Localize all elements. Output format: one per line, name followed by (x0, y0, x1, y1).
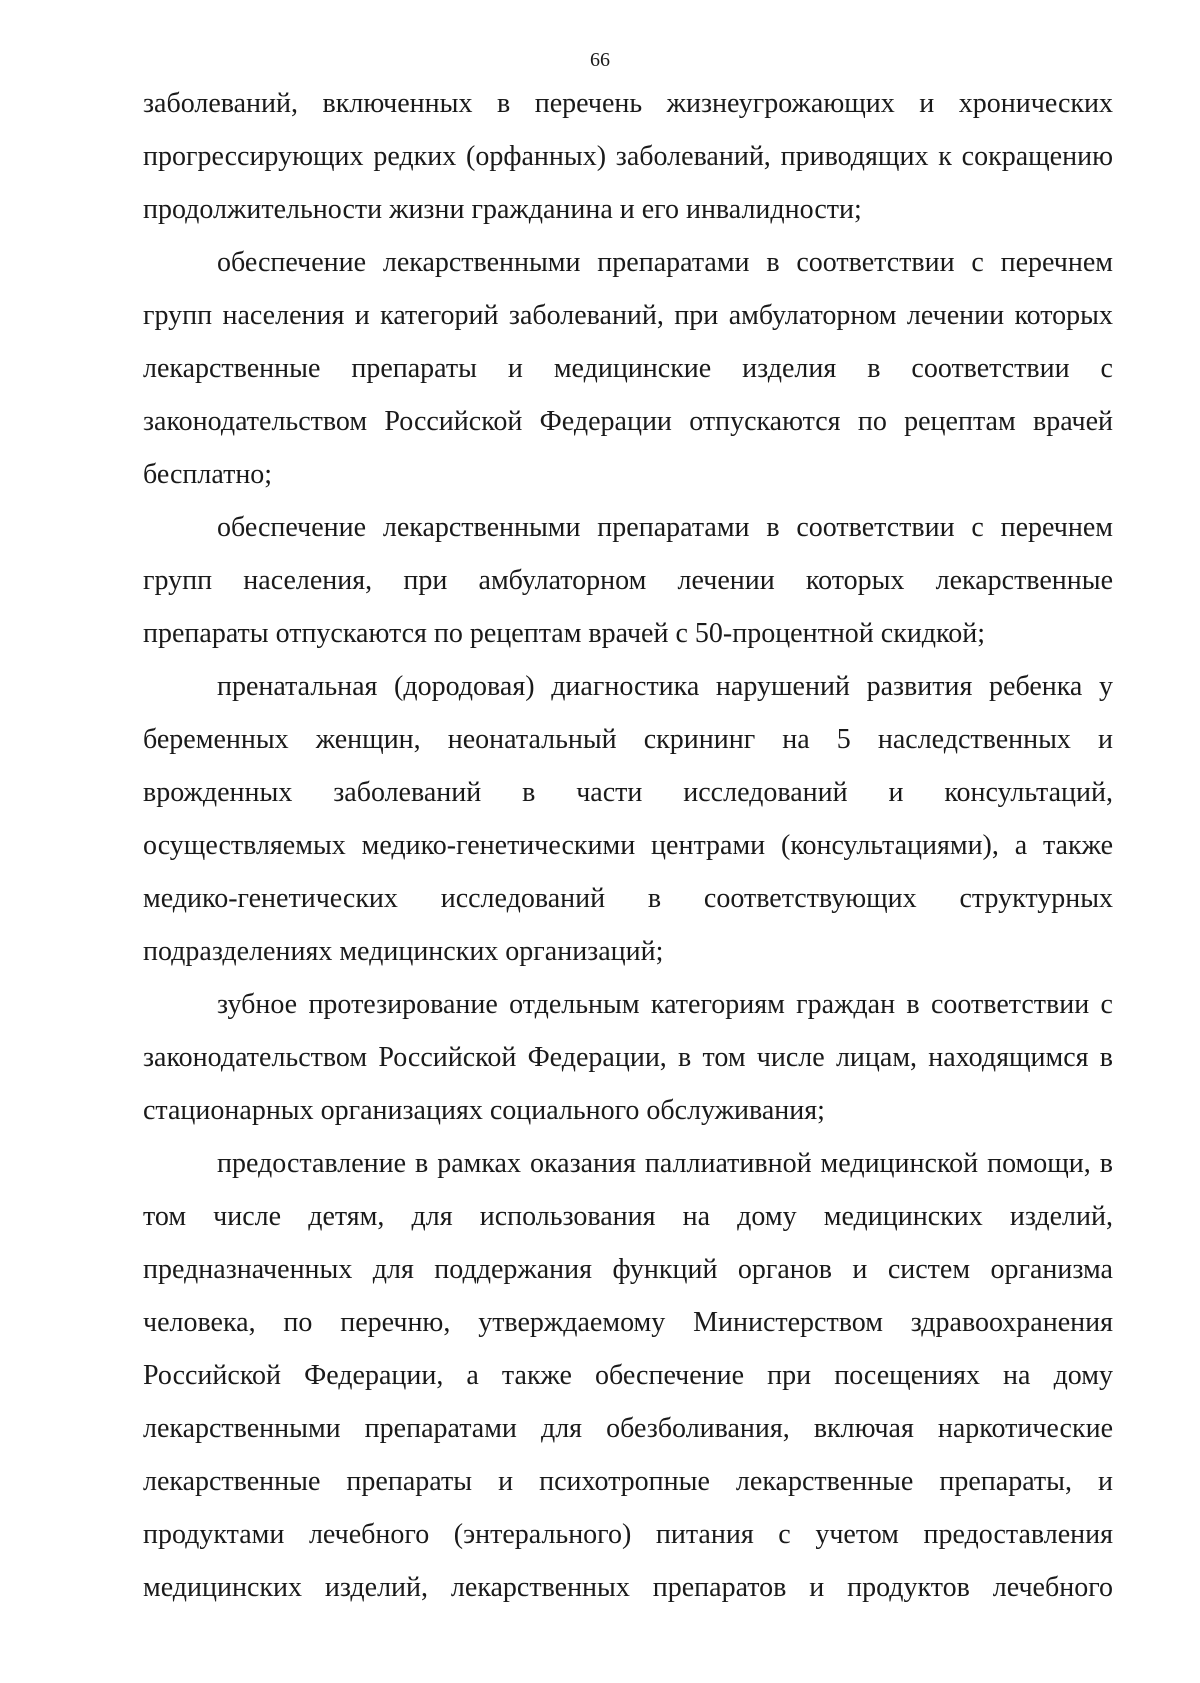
text-line: групп населения, при амбулаторном лечении которых лекарственные (143, 565, 1113, 596)
text-line: заболеваний, включенных в перечень жизнеугрожающих и хронических (143, 88, 1113, 119)
text-line: предоставление в рамках оказания паллиативной медицинской помощи, в (217, 1148, 1113, 1179)
text-line: обеспечение лекарственными препаратами в соответствии с перечнем (217, 512, 1113, 543)
text-line: медицинских изделий, лекарственных препаратов и продуктов лечебного (143, 1572, 1113, 1603)
text-line: бесплатно; (143, 459, 273, 490)
text-line: лекарственные препараты и психотропные лекарственные препараты, и (143, 1466, 1113, 1497)
text-line: медико-генетических исследований в соответствующих структурных (143, 883, 1113, 914)
text-line: осуществляемых медико-генетическими центрами (консультациями), а также (143, 830, 1113, 861)
text-line: продолжительности жизни гражданина и его инвалидности; (143, 194, 862, 225)
text-line: человека, по перечню, утверждаемому Министерством здравоохранения (143, 1307, 1113, 1338)
text-line: том числе детям, для использования на дому медицинских изделий, (143, 1201, 1113, 1232)
text-line: Российской Федерации, а также обеспечение при посещениях на дому (143, 1360, 1113, 1391)
text-line: беременных женщин, неонатальный скрининг на 5 наследственных и (143, 724, 1113, 755)
text-line: препараты отпускаются по рецептам врачей с 50-процентной скидкой; (143, 618, 985, 649)
page-number: 66 (590, 49, 610, 71)
text-line: продуктами лечебного (энтерального) питания с учетом предоставления (143, 1519, 1113, 1550)
text-line: предназначенных для поддержания функций органов и систем организма (143, 1254, 1113, 1285)
text-line: законодательством Российской Федерации, в том числе лицам, находящимся в (143, 1042, 1113, 1073)
text-line: групп населения и категорий заболеваний, при амбулаторном лечении которых (143, 300, 1113, 331)
text-line: прогрессирующих редких (орфанных) заболеваний, приводящих к сокращению (143, 141, 1113, 172)
text-line: законодательством Российской Федерации отпускаются по рецептам врачей (143, 406, 1113, 437)
text-line: подразделениях медицинских организаций; (143, 936, 664, 967)
body-text (143, 77, 1113, 1614)
text-line: врожденных заболеваний в части исследований и консультаций, (143, 777, 1113, 808)
text-line: пренатальная (дородовая) диагностика нарушений развития ребенка у (217, 671, 1113, 702)
text-line: зубное протезирование отдельным категориям граждан в соответствии с (217, 989, 1113, 1020)
text-line: стационарных организациях социального обслуживания; (143, 1095, 825, 1126)
text-line: обеспечение лекарственными препаратами в соответствии с перечнем (217, 247, 1113, 278)
text-line: лекарственными препаратами для обезболивания, включая наркотические (143, 1413, 1113, 1444)
text-line: лекарственные препараты и медицинские изделия в соответствии с (143, 353, 1113, 384)
